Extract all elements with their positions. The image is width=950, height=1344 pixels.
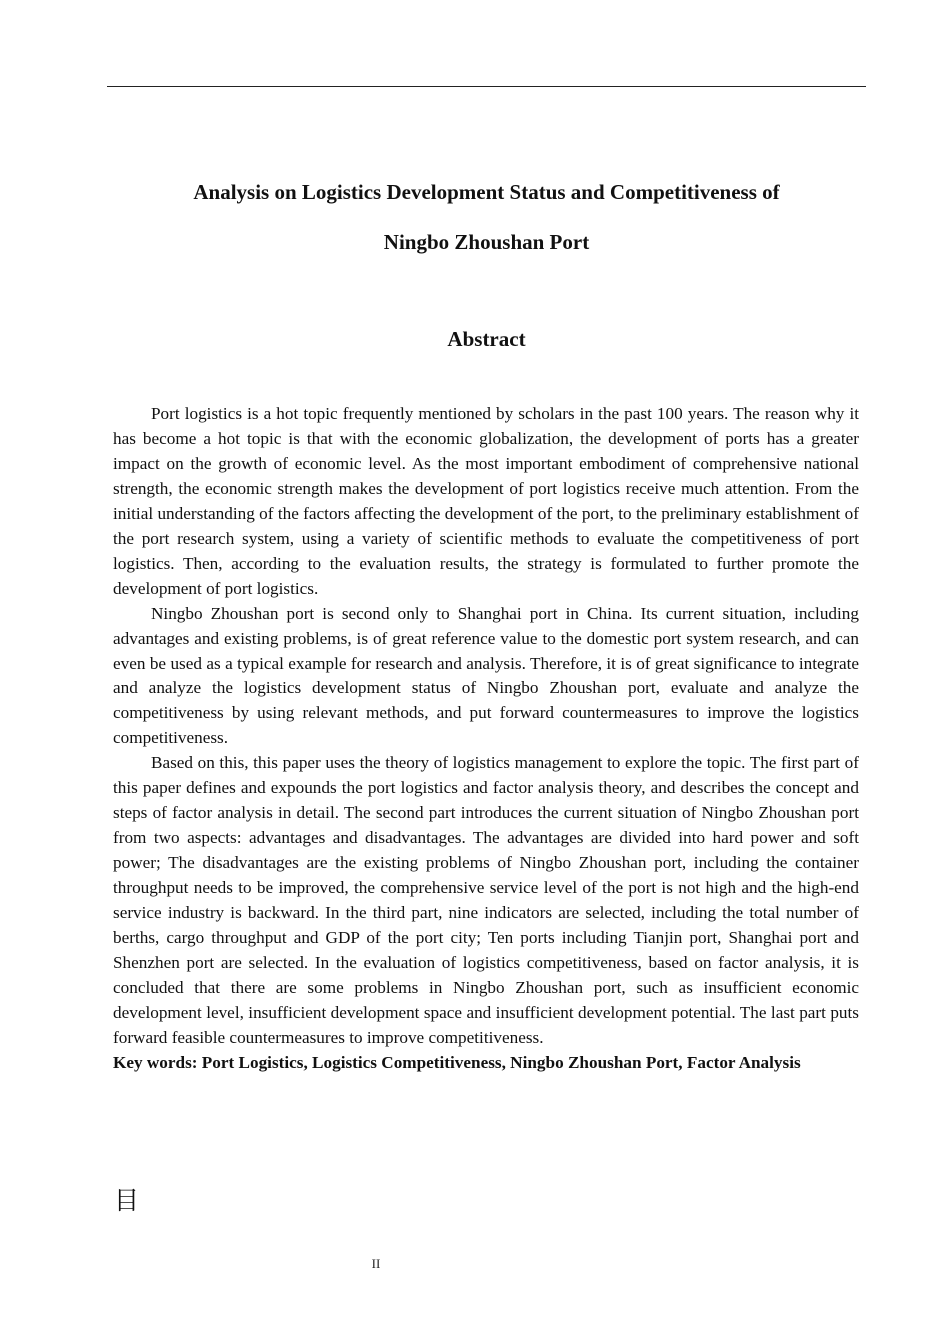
page-number: II (371, 1256, 381, 1271)
keywords: Key words: Port Logistics, Logistics Competitiveness, Ningbo Zhoushan Port, Factor Analysis (113, 1052, 801, 1072)
title-line-1: Analysis on Logistics Development Status and Competitiveness of (193, 180, 780, 204)
header-rule (107, 86, 866, 87)
toc-heading-fragment: 目 (114, 1186, 140, 1215)
abstract-heading: Abstract (447, 327, 526, 351)
title-line-2: Ningbo Zhoushan Port (383, 230, 590, 254)
abstract-paragraph-1: Port logistics is a hot topic frequently mentioned by scholars in the past 100 years. The reason why it has become a hot topic is that with the economic globalization, the development of ports has a greater impact on the growth of economic level. As the most important embodiment of comprehensive national strength, the economic strength makes the development of port logistics receive much attention. From the initial understanding of the factors affecting the development of the port, to the preliminary establishment of the port research system, using a variety of scientific methods to evaluate the competitiveness of port logistics. Then, according to the evaluation results, the strategy is formulated to further promote the development of port logistics. (113, 404, 859, 598)
abstract-paragraph-3: Based on this, this paper uses the theory of logistics management to explore the topic. The first part of this paper defines and expounds the port logistics and factor analysis theory, and describes the concept and steps of factor analysis in detail. The second part introduces the current situation of Ningbo Zhoushan port from two aspects: advantages and disadvantages. The advantages are divided into hard power and soft power; The disadvantages are the existing problems of Ningbo Zhoushan port, including the container throughput needs to be improved, the comprehensive service level of the port is not high and the high-end service industry is backward. In the third part, nine indicators are selected, including the total number of berths, cargo throughput and GDP of the port city; Ten ports including Tianjin port, Shanghai port and Shenzhen port are selected. In the evaluation of logistics competitiveness, based on factor analysis, it is concluded that there are some problems in Ningbo Zhoushan port, such as insufficient economic development level, insufficient development space and insufficient development potential. The last part puts forward feasible countermeasures to improve competitiveness. (113, 753, 859, 1047)
abstract-paragraph-2: Ningbo Zhoushan port is second only to Shanghai port in China. Its current situation, including advantages and existing problems, is of great reference value to the domestic port system research, and can even be used as a typical example for research and analysis. Therefore, it is of great significance to integrate and analyze the logistics development status of Ningbo Zhoushan port, evaluate and analyze the competitiveness by using relevant methods, and put forward countermeasures to improve the logistics competitiveness. (113, 603, 859, 748)
abstract-body (113, 402, 859, 1076)
